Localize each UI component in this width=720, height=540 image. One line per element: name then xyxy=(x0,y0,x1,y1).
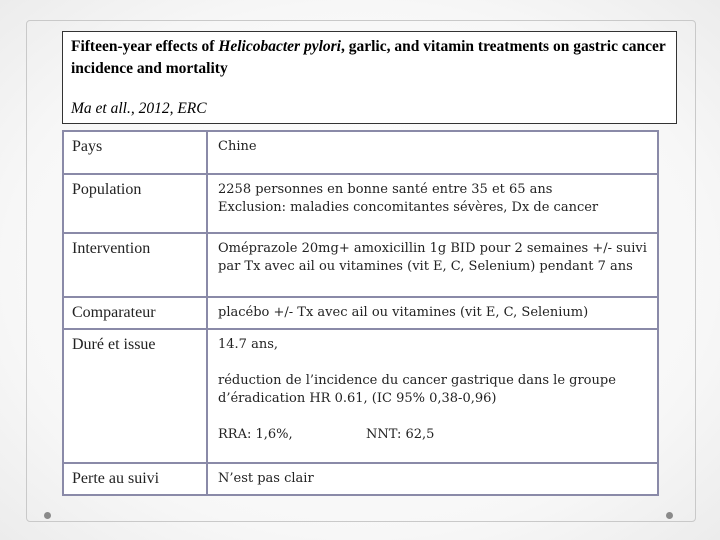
bullet-dot-left xyxy=(44,512,51,519)
table-row-duree xyxy=(63,329,658,463)
table-row-intervention xyxy=(63,233,658,297)
nnt-value: NNT: 62,5 xyxy=(366,427,435,442)
row-value xyxy=(207,329,658,463)
duration-line: 14.7 ans, xyxy=(218,337,279,352)
row-value: Chine xyxy=(207,131,658,174)
title-species: Helicobacter pylori xyxy=(218,38,341,55)
table-row-population xyxy=(63,174,658,233)
page-title: Fifteen-year effects of Helicobacter pylori, garlic, and vitamin treatments on gastric cancer incidence and mortality xyxy=(71,38,666,77)
row-value: N’est pas clair xyxy=(207,463,658,495)
citation: Ma et all., 2012, ERC xyxy=(71,100,207,117)
row-value xyxy=(207,174,658,233)
row-key: Intervention xyxy=(63,233,207,297)
row-value: placébo +/- Tx avec ail ou vitamines (vit E, C, Selenium) xyxy=(207,297,658,329)
title-box xyxy=(62,31,677,124)
exclusion-line: Exclusion: maladies concomitantes sévères, Dx de cancer xyxy=(218,200,599,215)
table-row-pays xyxy=(63,131,658,174)
table-row-perte xyxy=(63,463,658,495)
row-key: Duré et issue xyxy=(63,329,207,463)
row-value: Oméprazole 20mg+ amoxicillin 1g BID pour 2 semaines +/- suivi par Tx avec ail ou vitamines (vit E, C, Selenium) pendant 7 ans xyxy=(207,233,658,297)
table-row-comparateur xyxy=(63,297,658,329)
stats-line xyxy=(218,426,649,444)
row-key: Pays xyxy=(63,131,207,174)
pico-table xyxy=(62,130,659,496)
population-line: 2258 personnes en bonne santé entre 35 et 65 ans xyxy=(218,182,553,197)
rra-value: RRA: 1,6%, xyxy=(218,427,293,442)
bullet-dot-right xyxy=(666,512,673,519)
row-key: Population xyxy=(63,174,207,233)
outcome-line: réduction de l’incidence du cancer gastrique dans le groupe d’éradication HR 0.61, (IC 95% 0,38-0,96) xyxy=(218,373,616,406)
row-key: Comparateur xyxy=(63,297,207,329)
row-key: Perte au suivi xyxy=(63,463,207,495)
